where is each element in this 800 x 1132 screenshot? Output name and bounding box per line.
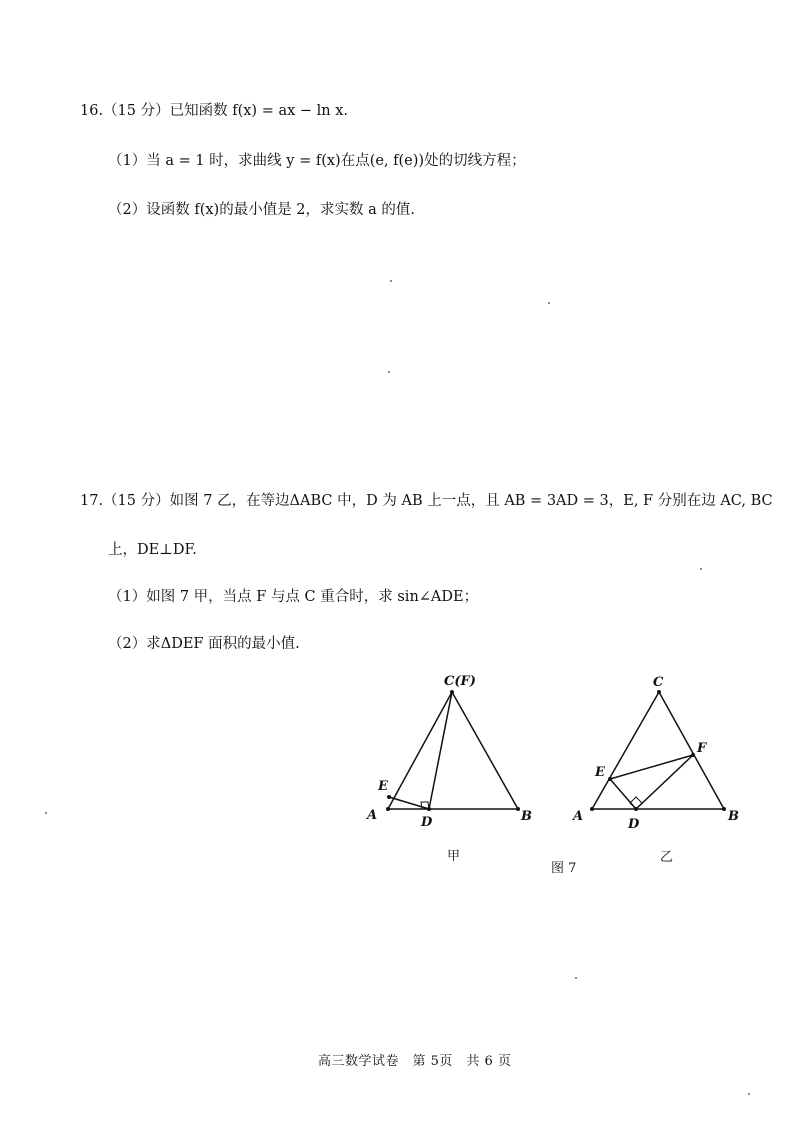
segment-bc bbox=[659, 692, 724, 809]
figure-left bbox=[360, 672, 540, 832]
segment-ac bbox=[388, 692, 452, 809]
scan-speck bbox=[548, 302, 550, 304]
scan-speck bbox=[45, 812, 47, 814]
segment-bc bbox=[452, 692, 518, 809]
figure-left-caption: 甲 bbox=[447, 849, 461, 864]
scan-speck bbox=[700, 568, 702, 570]
label-c: C bbox=[653, 675, 664, 690]
label-b: B bbox=[728, 809, 739, 824]
label-d: D bbox=[421, 815, 433, 830]
label-e: E bbox=[595, 765, 605, 780]
q17-part2: （2）求ΔDEF 面积的最小值. bbox=[108, 636, 300, 652]
segment-ac bbox=[592, 692, 659, 809]
q17-title-continuation: 上，DE⊥DF. bbox=[108, 542, 197, 558]
label-a: A bbox=[367, 808, 378, 823]
label-b: B bbox=[521, 809, 532, 824]
scan-speck bbox=[388, 371, 390, 373]
figure-right bbox=[568, 672, 748, 832]
q16-part2: （2）设函数 f(x)的最小值是 2，求实数 a 的值. bbox=[108, 202, 415, 218]
label-d: D bbox=[628, 817, 640, 832]
q17-title: 17.（15 分）如图 7 乙，在等边ΔABC 中，D 为 AB 上一点，且 AB = 3AD = 3，E, F 分别在边 AC, BC bbox=[80, 493, 773, 509]
scan-speck bbox=[575, 977, 577, 979]
segment-de bbox=[389, 797, 429, 809]
label-e: E bbox=[378, 779, 388, 794]
segment-dc bbox=[429, 692, 452, 809]
scan-speck bbox=[748, 1093, 750, 1095]
label-a: A bbox=[573, 809, 584, 824]
q16-title: 16.（15 分）已知函数 f(x) = ax − ln x. bbox=[80, 103, 349, 119]
label-f: F bbox=[697, 741, 707, 756]
page-footer: 高三数学试卷 第 5页 共 6 页 bbox=[318, 1054, 512, 1069]
figure-caption: 图 7 bbox=[551, 861, 577, 876]
q16-part1: （1）当 a = 1 时，求曲线 y = f(x)在点(e, f(e))处的切线方程； bbox=[108, 153, 526, 169]
scan-speck bbox=[390, 280, 392, 282]
label-c-f: C(F) bbox=[444, 674, 476, 689]
q17-part1: （1）如图 7 甲，当点 F 与点 C 重合时，求 sin∠ADE； bbox=[108, 589, 479, 605]
figure-right-caption: 乙 bbox=[660, 850, 674, 865]
